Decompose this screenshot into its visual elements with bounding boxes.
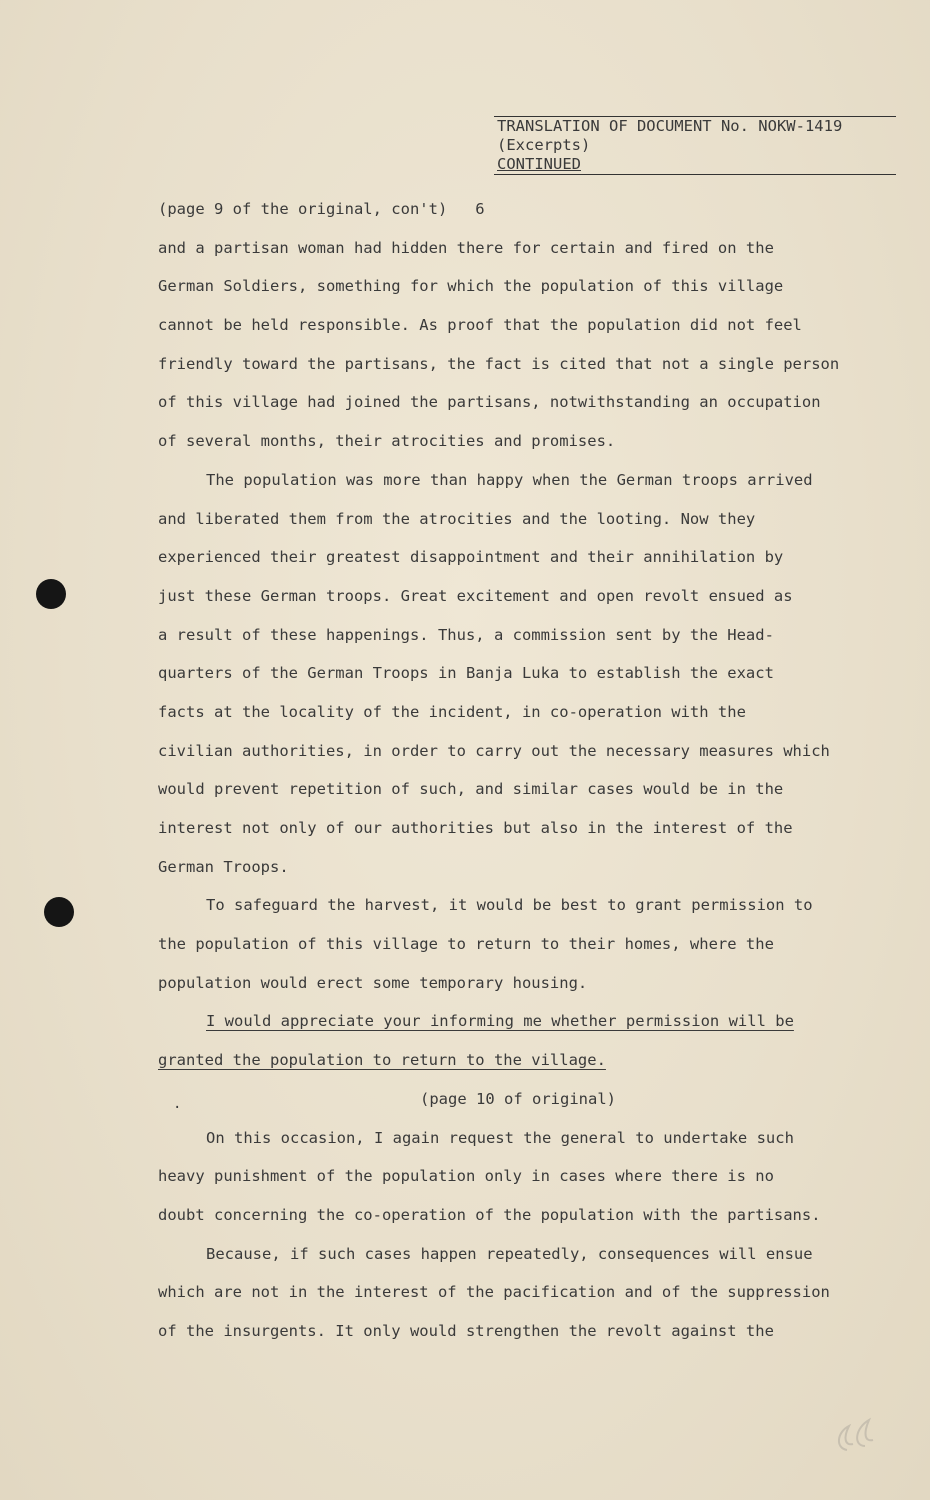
text-line: Because, if such cases happen repeatedly, consequences will ensue	[206, 1244, 813, 1263]
text-line: just these German troops. Great excitement and open revolt ensued as	[158, 586, 793, 605]
punch-hole	[36, 579, 66, 609]
page-marker: (page 9 of the original, con't) 6	[158, 200, 485, 218]
text-line: quarters of the German Troops in Banja Luka to establish the exact	[158, 664, 774, 683]
text-line: friendly toward the partisans, the fact is cited that not a single person	[158, 354, 840, 373]
text-line: population would erect some temporary housing.	[158, 973, 588, 992]
text-line: of several months, their atrocities and promises.	[158, 432, 616, 451]
page-marker-2: (page 10 of original)	[420, 1089, 616, 1108]
header-title: TRANSLATION OF DOCUMENT No. NOKW-1419	[497, 117, 843, 135]
text-line: of this village had joined the partisans, notwithstanding an occupation	[158, 393, 821, 412]
text-line: would prevent repetition of such, and similar cases would be in the	[158, 780, 784, 799]
text-line: and liberated them from the atrocities and the looting. Now they	[158, 509, 756, 528]
punch-hole	[44, 897, 74, 927]
text-line: German Soldiers, something for which the population of this village	[158, 277, 784, 296]
underlined-line: I would appreciate your informing me whether permission will be	[206, 1012, 794, 1031]
underlined-line: granted the population to return to the village.	[158, 1051, 606, 1070]
text-line: interest not only of our authorities but also in the interest of the	[158, 819, 793, 837]
text-line: heavy punishment of the population only in cases where there is no	[158, 1167, 774, 1186]
handwritten-page-number-signature	[825, 1402, 885, 1462]
text-line: facts at the locality of the incident, in co-operation with the	[158, 702, 746, 721]
text-line: To safeguard the harvest, it would be best to grant permission to	[206, 896, 813, 915]
text-line: of the insurgents. It only would strengthen the revolt against the	[158, 1321, 774, 1340]
text-line: a result of these happenings. Thus, a commission sent by the Head-	[158, 625, 774, 644]
text-line: which are not in the interest of the pacification and of the suppression	[158, 1283, 830, 1302]
text-line: cannot be held responsible. As proof that the population did not feel	[158, 316, 802, 335]
header-subtitle: (Excerpts)	[497, 136, 591, 154]
text-line: civilian authorities, in order to carry out the necessary measures which	[158, 741, 830, 760]
text-line: On this occasion, I again request the general to undertake such	[206, 1128, 794, 1147]
document-body	[158, 190, 878, 1351]
page-number: 6	[475, 200, 485, 218]
text-line: doubt concerning the co-operation of the population with the partisans.	[158, 1205, 821, 1224]
text-line: and a partisan woman had hidden there for certain and fired on the	[158, 238, 774, 257]
text-line: The population was more than happy when the German troops arrived	[206, 470, 813, 489]
text-line: German Troops.	[158, 857, 289, 876]
text-line: the population of this village to return to their homes, where the	[158, 935, 774, 954]
stray-mark: .	[173, 1096, 182, 1112]
text-line: experienced their greatest disappointment and their annihilation by	[158, 548, 784, 567]
document-header	[494, 116, 896, 175]
header-continued: CONTINUED	[494, 155, 896, 175]
